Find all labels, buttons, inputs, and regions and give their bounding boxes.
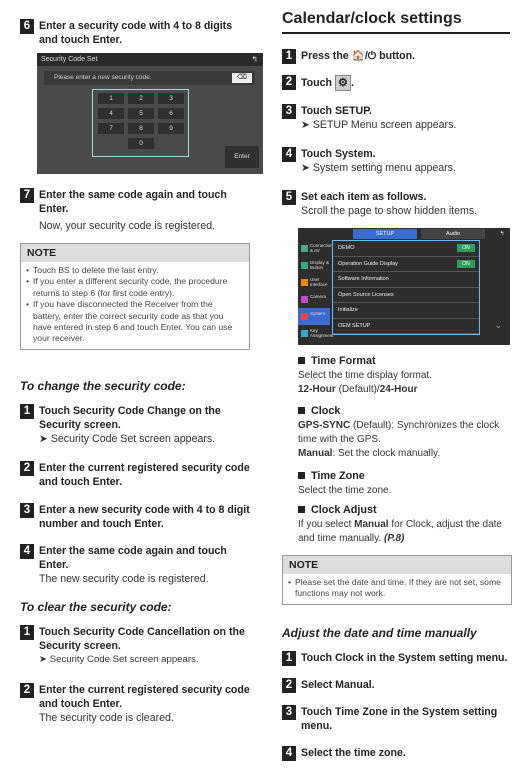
- step-number: 6: [20, 19, 34, 34]
- step-number: 2: [20, 683, 34, 698]
- toggle[interactable]: ON: [457, 260, 475, 268]
- adjust-step-1: 1 Touch Clock in the System setting menu.: [282, 651, 510, 665]
- change-step-1: 1 Touch Security Code Change on the Security screen. ➤ Security Code Set screen appears.: [20, 404, 250, 446]
- security-code-input[interactable]: Please enter a new security code. ⌫: [44, 71, 255, 85]
- change-step-2: 2 Enter the current registered security code and touch Enter.: [20, 461, 250, 489]
- list-item[interactable]: Operation Guide Display ON: [333, 257, 479, 273]
- list-item[interactable]: OEM SETUP: [333, 319, 479, 335]
- back-arrow-icon[interactable]: ↰: [499, 231, 505, 237]
- note-item: • Touch BS to delete the last entry.: [33, 265, 243, 276]
- clear-step-2: 2 Enter the current registered security code and touch Enter. The security code is cleared.: [20, 683, 250, 725]
- adjust-step-3: 3 Touch Time Zone in the System setting menu.: [282, 705, 510, 733]
- step-number: 2: [20, 461, 34, 476]
- adjust-step-4: 4 Select the time zone.: [282, 746, 510, 760]
- note-item: • Please set the date and time. If they are not set, some functions may not work.: [295, 577, 505, 600]
- key-8[interactable]: 8: [128, 123, 154, 134]
- key-9[interactable]: 9: [158, 123, 184, 134]
- note-box: [282, 555, 512, 605]
- list-item[interactable]: Software Information: [333, 272, 479, 288]
- sidebar-item[interactable]: Connection & AV: [298, 240, 330, 257]
- backspace-icon[interactable]: ⌫: [232, 73, 252, 83]
- step-number: 7: [20, 188, 34, 203]
- clock-heading: Clock: [298, 405, 340, 417]
- step-number: 4: [282, 147, 296, 162]
- key-6[interactable]: 6: [158, 108, 184, 119]
- keypad: [92, 89, 189, 157]
- tab-setup[interactable]: SETUP: [353, 229, 417, 239]
- home-power-icon: 🏠/⏻: [351, 50, 377, 62]
- note-box: [20, 243, 250, 350]
- step-text: Enter the same code again and touch Enter.: [39, 189, 227, 215]
- enter-button[interactable]: Enter: [225, 146, 259, 168]
- clear-code-heading: To clear the security code:: [20, 600, 172, 614]
- clock-adjust-heading: Clock Adjust: [298, 504, 377, 516]
- key-3[interactable]: 3: [158, 93, 184, 104]
- step-number: 4: [20, 544, 34, 559]
- adjust-heading: Adjust the date and time manually: [282, 626, 477, 640]
- security-code-screen: [37, 53, 263, 174]
- key-4[interactable]: 4: [98, 108, 124, 119]
- toggle[interactable]: ON: [457, 244, 475, 252]
- step-number: 1: [282, 651, 296, 666]
- step-number: 1: [20, 404, 34, 419]
- sidebar-item[interactable]: User Interface: [298, 274, 330, 291]
- step-number: 3: [20, 503, 34, 518]
- time-format-heading: Time Format: [298, 355, 376, 367]
- key-7[interactable]: 7: [98, 123, 124, 134]
- back-arrow-icon[interactable]: ↰: [251, 55, 258, 64]
- system-settings-list: [332, 240, 480, 335]
- step-number: 5: [282, 190, 296, 205]
- note-item: • If you enter a different security code, the procedure returns to step 6 (for first code entry).: [33, 276, 243, 299]
- right-step-1: 1 Press the 🏠/⏻ button.: [282, 49, 510, 63]
- adjust-step-2: 2 Select Manual.: [282, 678, 510, 692]
- settings-sidebar: [298, 240, 334, 342]
- note-item: • If you have disconnected the Receiver from the battery, enter the correct security code as that you have entered in step 6 and touch Enter. You can use your receiver.: [33, 299, 243, 345]
- note-heading: NOTE: [283, 556, 511, 574]
- list-item[interactable]: Open Source Licenses: [333, 288, 479, 304]
- step-6: [20, 19, 250, 47]
- system-setting-screen: [298, 228, 510, 345]
- key-0[interactable]: 0: [128, 138, 154, 149]
- change-step-3: 3 Enter a new security code with 4 to 8 digit number and touch Enter.: [20, 503, 250, 531]
- page-title: Calendar/clock settings: [282, 10, 510, 34]
- tab-audio[interactable]: Audio: [421, 229, 485, 239]
- step-subtext: Now, your security code is registered.: [39, 220, 216, 232]
- right-step-2: 2 Touch ⚙ .: [282, 75, 510, 91]
- list-item[interactable]: Initialize: [333, 303, 479, 319]
- right-step-3: 3 Touch SETUP. ➤ SETUP Menu screen appears.: [282, 104, 510, 132]
- time-zone-heading: Time Zone: [298, 470, 365, 482]
- sidebar-item[interactable]: Key Assignment: [298, 325, 330, 342]
- key-5[interactable]: 5: [128, 108, 154, 119]
- key-1[interactable]: 1: [98, 93, 124, 104]
- step-number: 2: [282, 678, 296, 693]
- step-text: Enter a security code with 4 to 8 digits and touch Enter.: [39, 20, 233, 46]
- step-number: 3: [282, 705, 296, 720]
- step-number: 2: [282, 75, 296, 90]
- chevron-down-icon[interactable]: ⌄: [494, 320, 502, 330]
- step-number: 1: [20, 625, 34, 640]
- change-step-4: 4 Enter the same code again and touch Enter. The new security code is registered.: [20, 544, 250, 586]
- key-2[interactable]: 2: [128, 93, 154, 104]
- note-heading: NOTE: [21, 244, 249, 262]
- sidebar-item-system[interactable]: System: [298, 308, 330, 325]
- clear-step-1: 1 Touch Security Code Cancellation on the Security screen. ➤ Security Code Set screen appears.: [20, 625, 250, 667]
- gear-icon: ⚙: [335, 75, 351, 91]
- right-step-5: 5 Set each item as follows. Scroll the page to show hidden items.: [282, 190, 510, 218]
- change-code-heading: To change the security code:: [20, 379, 186, 393]
- screen-title-bar: Security Code Set ↰: [37, 53, 263, 66]
- step-7: [20, 188, 250, 233]
- step-number: 3: [282, 104, 296, 119]
- step-number: 4: [282, 746, 296, 761]
- sidebar-item[interactable]: Camera: [298, 291, 330, 308]
- sidebar-item[interactable]: Display & Button: [298, 257, 330, 274]
- step-number: 1: [282, 49, 296, 64]
- right-step-4: 4 Touch System. ➤ System setting menu appears.: [282, 147, 510, 175]
- list-item[interactable]: DEMO ON: [333, 241, 479, 257]
